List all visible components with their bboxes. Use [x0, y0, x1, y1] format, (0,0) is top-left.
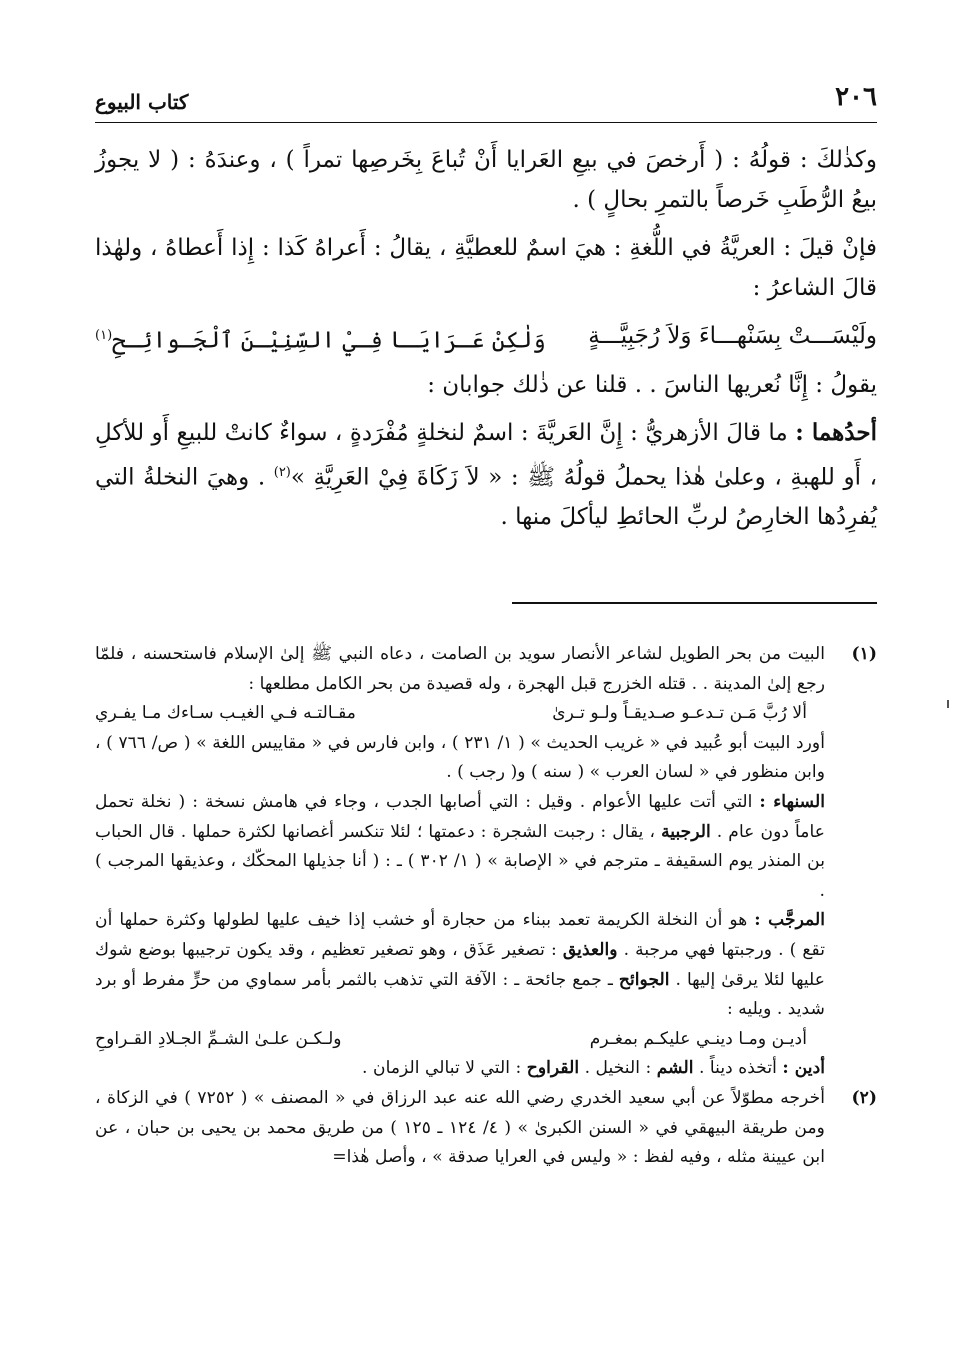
paragraph-text: . وهيَ النخلةُ التي يُفرِدُها الخارِصُ لربِّ الحائطِ ليأكلَ منها . — [95, 464, 877, 531]
footnote-ref[interactable]: (١) — [95, 328, 113, 343]
definition-text: ، يقال : رجبت الشجرة : دعمتها ؛ لئلا تنكسر أغصانها لكثرة حملها . قال الحباب بن المنذر يوم السقيفة ـ مترجم في « الإصابة » ( ١/ ٣٠٢ ) ـ : ( أنا جذيلها المحكّك ، وعذيقها المرجب ) . — [95, 821, 825, 901]
verse-hemistich-second: ولـكـن علـىٰ الشـمِّ الجـلادِ القـراوحِ — [95, 1028, 342, 1049]
header-divider — [95, 122, 877, 123]
footnote-text — [95, 906, 825, 1024]
footnote-text: البيت من بحر الطويل لشاعر الأنصار سويد بن الصامت ، دعاه النبي ﷺ إلىٰ الإسلام فاستحسنه ، فلمّا رجع إلىٰ المدينة . . قتله الخزرج قبل الهجرة ، وله قصيدة من بحر الكامل مطلعها : — [95, 644, 825, 694]
footnote-text — [95, 788, 825, 906]
poetry-verse — [95, 1025, 825, 1055]
page-number: ٢٠٦ — [835, 82, 877, 112]
verse-hemistich-first: ولَيْسَـــتْ بِسَنْهـــاءَ وَلاَ رُجَبِيَّـــةٍ — [588, 323, 877, 349]
footnote-2 — [95, 1084, 877, 1173]
verse-hemistich-second: مقـالتـه فـي الغيـب سـاءك مـا يفـري — [95, 703, 356, 724]
paragraph: يقولُ : إِنَّا نُعريها الناسَ . . قلنا عن ذٰلك جوابان : — [427, 371, 877, 398]
paragraph: فإنْ قيلَ : العريَّةُ في اللُّغةِ : هيَ اسمٌ للعطيَّةِ ، يقالُ : أَعراهُ كَذا : إِذا أَعطاهُ ، ولهٰذا قالَ الشاعرُ : — [95, 235, 877, 301]
footnote-text — [95, 1054, 825, 1084]
verse-text: وَلٰكِنْ عَـرَايَـا فِـيْ السِّنِيْـنَ ٱلْجَـوائِـحِ — [112, 327, 546, 354]
term-murajjab: المرجَّب : — [754, 910, 825, 931]
term-rajabiyya: الرجبية — [661, 821, 711, 842]
poetry-verse — [95, 699, 825, 729]
poetry-verse — [95, 316, 877, 361]
paragraph — [95, 413, 877, 538]
footnote-divider — [512, 602, 877, 604]
verse-hemistich-first: أديـن ومـا دينـي عليكـم بمغـرم — [589, 1028, 807, 1049]
margin-mark — [947, 700, 949, 708]
definition-text: : النخيل . — [579, 1058, 657, 1079]
page-header — [95, 82, 877, 122]
footnote-body — [95, 1084, 825, 1173]
term-qarawih: القراوح — [526, 1058, 580, 1079]
footnote-number: (١) — [851, 644, 877, 664]
paragraph: وكذٰلكَ : قولُهُ : ( أَرخصَ في بيعِ العَرايا أَنْ تُباعَ بِخَرصِها تمراً ) ، وعندَهُ : ( لا يجوزُ بيعُ الرُّطَبِ خَرصاً بالتمرِ بحالٍ ) . — [95, 147, 877, 213]
definition-text: ـ جمع جائحة ـ : الآفة التي تذهب بالثمر بأمر سماوي من حرٍّ مفرط أو برد شديد . ويليه : — [95, 969, 825, 1020]
footnote-ref[interactable]: (٢) — [273, 464, 291, 480]
paragraph-text: ما قالَ الأزهريُّ : إِنَّ العَريَّةَ : اسمٌ لنخلةٍ مُفْرَدةٍ ، سواءٌ كانتْ للبيعِ أَو للأكلِ ، أَو للهبةِ ، وعلىٰ هٰذا يحملُ قولُهُ ﷺ : « لاَ زَكَاةَ فِيْ العَرِيَّةِ » — [95, 419, 877, 491]
definition-text: أتخذه ديناً . — [693, 1058, 783, 1079]
book-title: كتاب البيوع — [95, 90, 189, 114]
main-text — [95, 140, 877, 545]
footnote-body — [95, 640, 825, 1084]
footnote-text: أخرجه مطوّلاً عن أبي سعيد الخدري رضي الله عنه عبد الرزاق في « المصنف » ( ٧٢٥٢ ) في الزكاة ، ومن طريقة البيهقي في « السنن الكبرىٰ » ( ٤/ ١٢٤ ـ ١٢٥ ) من طريق محمد بن يحيى بن حبان ، عن ابن عيينة مثله ، وفيه لفظ : « وليس في العرايا صدقة » ، وأصل هٰذا= — [95, 1087, 825, 1168]
footnote-1 — [95, 640, 877, 1084]
verse-hemistich-first: ألا رُبَّ مَـن تـدعـو صـديقـاً ولـو تـرىٰ — [552, 703, 807, 724]
footnote-number: (٢) — [851, 1087, 877, 1108]
term-udhayq: والعذيق — [562, 939, 618, 960]
footnote-text: أورد البيت أبو عُبيد في « غريب الحديث » ( ١/ ٢٣١ ) ، وابن فارس في « مقاييس اللغة » ( ص/ ٧٦٦ ) ، وابن منظور في « لسان العرب » ( سنه ) و( رجب ) . — [95, 732, 825, 783]
term-jawaih: الجوائح — [618, 969, 670, 990]
paragraph-lead: أحدُهما : — [795, 418, 877, 446]
footnotes — [95, 640, 877, 1173]
term-sanhaa: السنهاء : — [759, 791, 825, 812]
verse-hemistich-second — [95, 316, 546, 361]
definition-text: التي أتت عليها الأعوام . وقيل : التي أصابها الجدب ، وجاء في هامش نسخة : ( نخلة تحمل عاماً دون عام . — [95, 791, 825, 842]
definition-text: : التي لا تبالي الزمان . — [362, 1058, 527, 1079]
term-shumm: الشم — [656, 1058, 694, 1079]
definition-text: هو أن النخلة الكريمة تعمد ببناء من حجارة أو خشب إذا خيف عليها لطولها وكثرة حملها أن تقع ) . ورجبتها فهي مرجبة . — [95, 910, 825, 960]
definition-text: : تصغير عَذَق ، وهو تصغير تعظيم ، وقد يكون ترجيبها بوضع شوك عليها لئلا يرقىٰ إليها . — [95, 939, 825, 990]
term-adeen: أدين : — [782, 1058, 825, 1079]
